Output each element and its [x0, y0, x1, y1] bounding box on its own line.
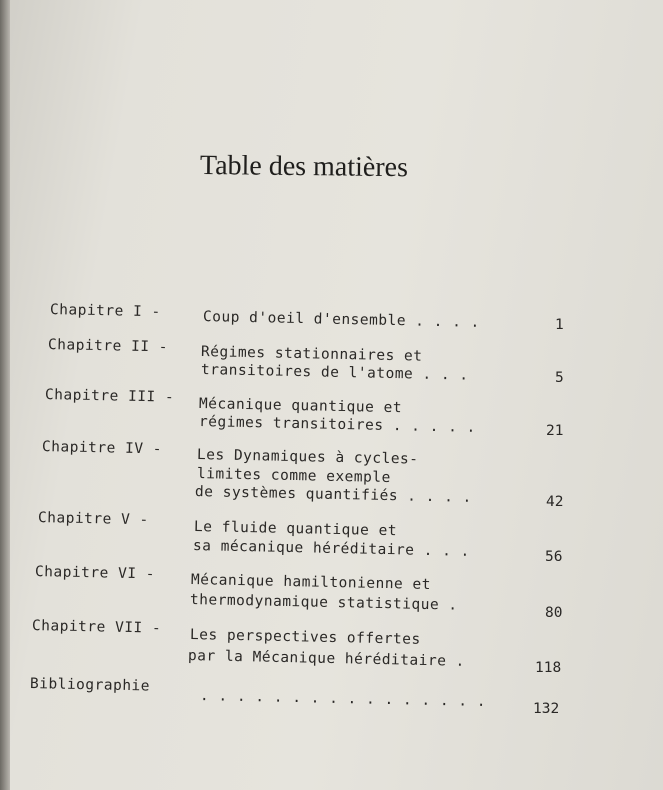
chapter-title-line: Les perspectives offertes [189, 627, 421, 648]
chapter-title-line: limites comme exemple [196, 466, 391, 487]
page-number: 80 [545, 605, 563, 621]
chapter-title-line: par la Mécanique héréditaire . [187, 648, 466, 670]
chapter-label: Chapitre II - [47, 337, 169, 356]
chapter-title-line: régimes transitoires . . . . . [198, 414, 477, 436]
book-spine-shadow [0, 0, 10, 790]
page-number: 1 [555, 317, 564, 333]
chapter-label: Chapitre VI - [34, 564, 156, 583]
chapter-title-line: Mécanique hamiltonienne et [190, 572, 432, 594]
page-number: 5 [555, 370, 564, 386]
chapter-label: Chapitre I - [49, 302, 161, 321]
chapter-title-line: thermodynamique statistique . [189, 592, 458, 614]
chapter-label: Chapitre III - [44, 387, 175, 406]
page-number: 21 [546, 423, 564, 439]
chapter-label: Chapitre VII - [31, 618, 162, 637]
page-number: 118 [535, 660, 562, 676]
chapter-label: Chapitre IV - [41, 439, 163, 458]
bibliography-label: Bibliographie [29, 676, 151, 695]
chapter-title-line: sa mécanique héréditaire . . . [192, 538, 471, 560]
chapter-title-line: Coup d'oeil d'ensemble . . . . [202, 309, 481, 331]
chapter-title-line: Mécanique quantique et [198, 396, 403, 417]
page-title: Table des matières [199, 150, 409, 184]
chapter-title-line: de systèmes quantifiés . . . . [194, 484, 473, 506]
page-number: 56 [545, 549, 563, 565]
page-number: 132 [533, 701, 560, 717]
bibliography-leader: . . . . . . . . . . . . . . . . [199, 688, 487, 710]
chapter-title-line: transitoires de l'atome . . . [200, 362, 469, 384]
chapter-title-line: Les Dynamiques à cycles- [196, 447, 419, 468]
chapter-title-line: Régimes stationnaires et [200, 344, 423, 365]
chapter-label: Chapitre V - [37, 510, 149, 529]
chapter-title-line: Le fluide quantique et [193, 519, 398, 540]
page-number: 42 [546, 494, 564, 510]
